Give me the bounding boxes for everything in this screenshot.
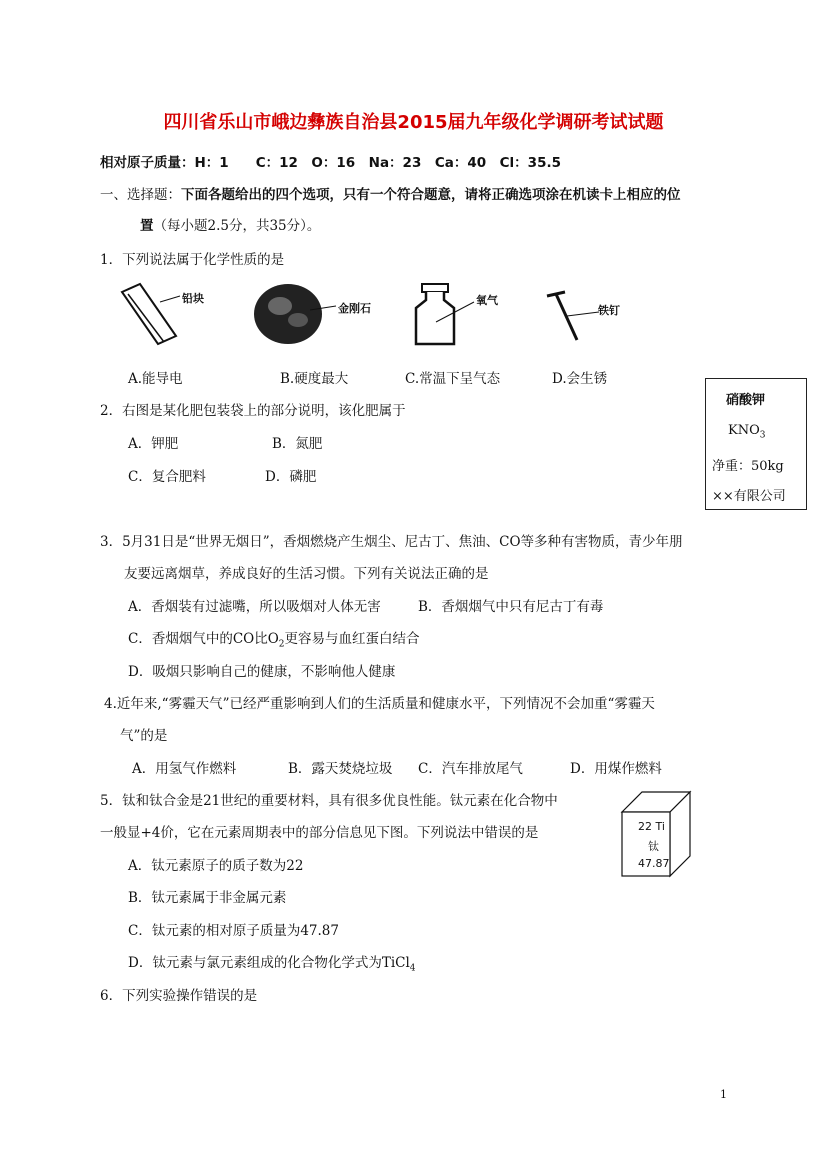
q3-line1: 3．5月31日是“世界无烟日”，香烟燃烧产生烟尘、尼古丁、焦油、CO等多种有害物质，青少年朋: [100, 534, 683, 550]
q2-option-d: D．磷肥: [265, 469, 317, 485]
fertilizer-formula-sub: 3: [759, 430, 766, 441]
page-title: 四川省乐山市峨边彝族自治县2015届九年级化学调研考试试题: [163, 112, 664, 133]
fertilizer-formula-main: KNO: [728, 423, 760, 438]
section1-line2: [140, 214, 320, 234]
page-number: 1: [720, 1088, 727, 1101]
q1-image-label-1: 铅块: [182, 292, 204, 305]
element-name: 钛: [648, 840, 659, 853]
q3-option-d: D．吸烟只影响自己的健康，不影响他人健康: [128, 664, 396, 680]
q3-option-a: A．香烟装有过滤嘴，所以吸烟对人体无害: [128, 599, 381, 615]
q5-option-d-sub: 4: [409, 963, 416, 974]
q3-option-c-sub: 2: [278, 639, 285, 650]
q3-option-b: B．香烟烟气中只有尼古丁有毒: [418, 599, 604, 615]
section1-heading: [100, 183, 681, 203]
section1-instructions: 下面各题给出的四个选项，只有一个符合题意，请将正确选项涂在机读卡上相应的位: [181, 187, 681, 203]
q2-option-a: A．钾肥: [128, 436, 179, 452]
q2-option-b: B．氮肥: [272, 436, 323, 452]
q4-option-c: C．汽车排放尾气: [418, 761, 523, 777]
q3-line2: 友要远离烟草，养成良好的生活习惯。下列有关说法正确的是: [124, 566, 489, 582]
fertilizer-label-box: [705, 378, 807, 510]
diamond-image: [250, 280, 340, 350]
q1-option-d: D.会生锈: [552, 371, 608, 387]
q5-option-d-pre: D．钛元素与氯元素组成的化合物化学式为TiCl: [128, 955, 410, 971]
fertilizer-company: ××有限公司: [712, 489, 786, 504]
fertilizer-formula: [728, 423, 765, 441]
fertilizer-weight: 净重：50kg: [712, 459, 784, 474]
q5-option-c: C．钛元素的相对原子质量为47.87: [128, 923, 339, 939]
q5-line2: 一般显+4价，它在元素周期表中的部分信息见下图。下列说法中错误的是: [100, 825, 539, 841]
fertilizer-name: 硝酸钾: [726, 393, 766, 408]
q1-image-label-4: 铁钉: [598, 304, 620, 317]
q3-option-c: [128, 627, 420, 650]
q4-line1: 4.近年来,“雾霾天气”已经严重影响到人们的生活质量和健康水平，下列情况不会加重“雾霾天: [104, 696, 655, 712]
element-number-symbol: 22 Ti: [638, 820, 665, 833]
q4-option-d: D．用煤作燃料: [570, 761, 662, 777]
q5-option-b: B．钛元素属于非金属元素: [128, 890, 287, 906]
q1-option-c: C.常温下呈气态: [405, 371, 501, 387]
atomic-mass-line: 相对原子质量：H：1 C：12 O：16 Na：23 Ca：40 Cl：35.5: [100, 155, 561, 171]
q6-stem: 6．下列实验操作错误的是: [100, 988, 258, 1004]
section1-line2-rest: （每小题2.5分，共35分）。: [153, 218, 321, 234]
section1-prefix: 一、选择题：: [100, 187, 181, 203]
q1-image-label-3: 氧气: [476, 294, 498, 307]
q1-image-label-2: 金刚石: [338, 302, 371, 315]
q4-option-b: B．露天焚烧垃圾: [288, 761, 393, 777]
q5-option-d: [128, 951, 416, 974]
section1-line2-bold: 置: [140, 218, 154, 234]
iron-nail-image: [545, 290, 615, 350]
q3-option-c-pre: C．香烟烟气中的CO比O: [128, 631, 279, 647]
q4-line2: 气”的是: [120, 728, 168, 744]
q2-stem: 2．右图是某化肥包装袋上的部分说明，该化肥属于: [100, 403, 406, 419]
q2-option-c: C．复合肥料: [128, 469, 206, 485]
q4-option-a: A．用氢气作燃料: [132, 761, 237, 777]
q5-line1: 5．钛和钛合金是21世纪的重要材料，具有很多优良性能。钛元素在化合物中: [100, 793, 558, 809]
q5-option-a: A．钛元素原子的质子数为22: [128, 858, 304, 874]
q3-option-c-post: 更容易与血红蛋白结合: [284, 631, 420, 647]
q1-option-a: A.能导电: [128, 371, 183, 387]
q1-stem: 1．下列说法属于化学性质的是: [100, 252, 285, 268]
element-mass: 47.87: [638, 857, 670, 870]
q1-option-b: B.硬度最大: [280, 371, 349, 387]
